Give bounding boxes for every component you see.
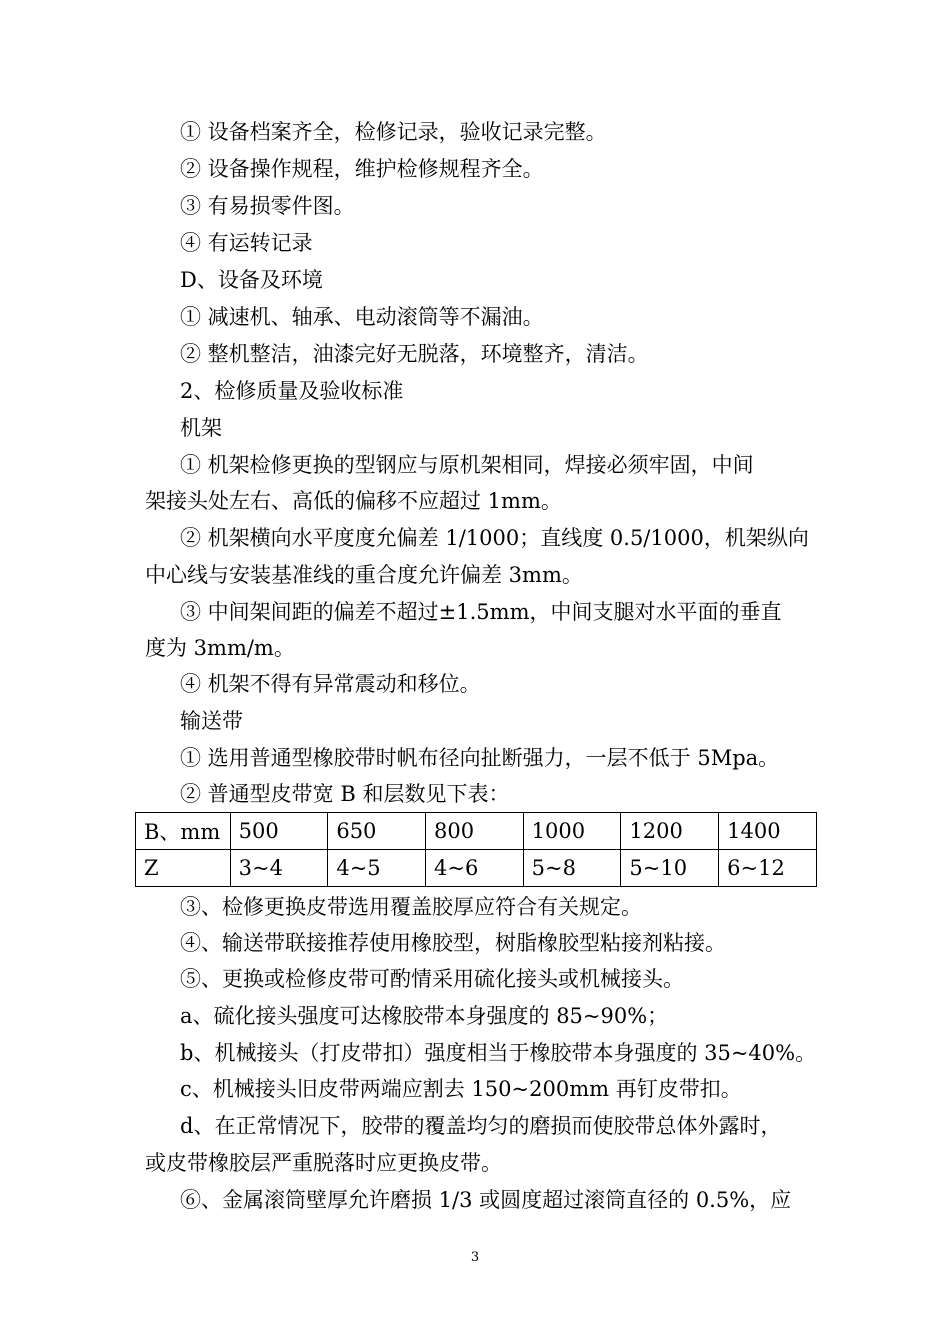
paragraph-line: ④ 有运转记录 xyxy=(180,231,313,255)
table-cell: 650 xyxy=(328,813,426,850)
paragraph-line: ① 选用普通型橡胶带时帆布径向扯断强力，一层不低于 5Mpa。 xyxy=(180,746,780,770)
table-cell: 1400 xyxy=(719,813,817,850)
paragraph-line: ① 机架检修更换的型钢应与原机架相同，焊接必须牢固，中间 xyxy=(180,453,754,477)
paragraph-line: ② 机架横向水平度度允偏差 1/1000；直线度 0.5/1000，机架纵向 xyxy=(180,526,809,550)
section-heading: D、设备及环境 xyxy=(180,268,323,292)
table-cell: 1000 xyxy=(523,813,621,850)
paragraph-line: ⑥、金属滚筒壁厚允许磨损 1/3 或圆度超过滚筒直径的 0.5%，应 xyxy=(180,1188,792,1212)
paragraph-line: d、在正常情况下，胶带的覆盖均匀的磨损而使胶带总体外露时， xyxy=(180,1114,782,1138)
table-row xyxy=(136,813,817,850)
paragraph-line: b、机械接头（打皮带扣）强度相当于橡胶带本身强度的 35~40%。 xyxy=(180,1041,817,1065)
paragraph-line: a、硫化接头强度可达橡胶带本身强度的 85~90%； xyxy=(180,1004,669,1028)
subsection-heading: 输送带 xyxy=(180,709,243,733)
paragraph-line: ⑤、更换或检修皮带可酌情采用硫化接头或机械接头。 xyxy=(180,967,684,991)
table-cell: 4~5 xyxy=(328,850,426,887)
paragraph-line: ④、输送带联接推荐使用橡胶型，树脂橡胶型粘接剂粘接。 xyxy=(180,931,726,955)
table-cell: Z xyxy=(136,850,231,887)
paragraph-line: 或皮带橡胶层严重脱落时应更换皮带。 xyxy=(145,1151,502,1175)
table-cell: 4~6 xyxy=(426,850,524,887)
section-heading: 2、检修质量及验收标准 xyxy=(180,379,404,403)
paragraph-line: ① 减速机、轴承、电动滚筒等不漏油。 xyxy=(180,305,544,329)
belt-spec-table xyxy=(135,812,817,887)
paragraph-line: ② 普通型皮带宽 B 和层数见下表： xyxy=(180,782,510,806)
table-cell: 500 xyxy=(230,813,328,850)
paragraph-line: ② 整机整洁，油漆完好无脱落，环境整齐，清洁。 xyxy=(180,342,649,366)
table-cell: 3~4 xyxy=(230,850,328,887)
table-cell: 5~8 xyxy=(523,850,621,887)
table-cell: 1200 xyxy=(621,813,719,850)
table-row xyxy=(136,850,817,887)
paragraph-line: ③ 有易损零件图。 xyxy=(180,194,355,218)
page-number: 3 xyxy=(470,1250,480,1265)
paragraph-line: ③ 中间架间距的偏差不超过±1.5mm，中间支腿对水平面的垂直 xyxy=(180,600,782,624)
paragraph-line: 架接头处左右、高低的偏移不应超过 1mm。 xyxy=(145,489,562,513)
table-cell: 800 xyxy=(426,813,524,850)
paragraph-line: ② 设备操作规程，维护检修规程齐全。 xyxy=(180,157,544,181)
paragraph-line: c、机械接头旧皮带两端应割去 150~200mm 再钉皮带扣。 xyxy=(180,1077,742,1101)
subsection-heading: 机架 xyxy=(180,416,222,440)
table-cell: 5~10 xyxy=(621,850,719,887)
paragraph-line: 度为 3mm/m。 xyxy=(145,636,295,660)
paragraph-line: ③、检修更换皮带选用覆盖胶厚应符合有关规定。 xyxy=(180,895,642,919)
table-cell: 6~12 xyxy=(719,850,817,887)
paragraph-line: 中心线与安装基准线的重合度允许偏差 3mm。 xyxy=(145,563,583,587)
paragraph-line: ④ 机架不得有异常震动和移位。 xyxy=(180,672,481,696)
table-cell: B、mm xyxy=(136,813,231,850)
paragraph-line: ① 设备档案齐全，检修记录，验收记录完整。 xyxy=(180,120,607,144)
